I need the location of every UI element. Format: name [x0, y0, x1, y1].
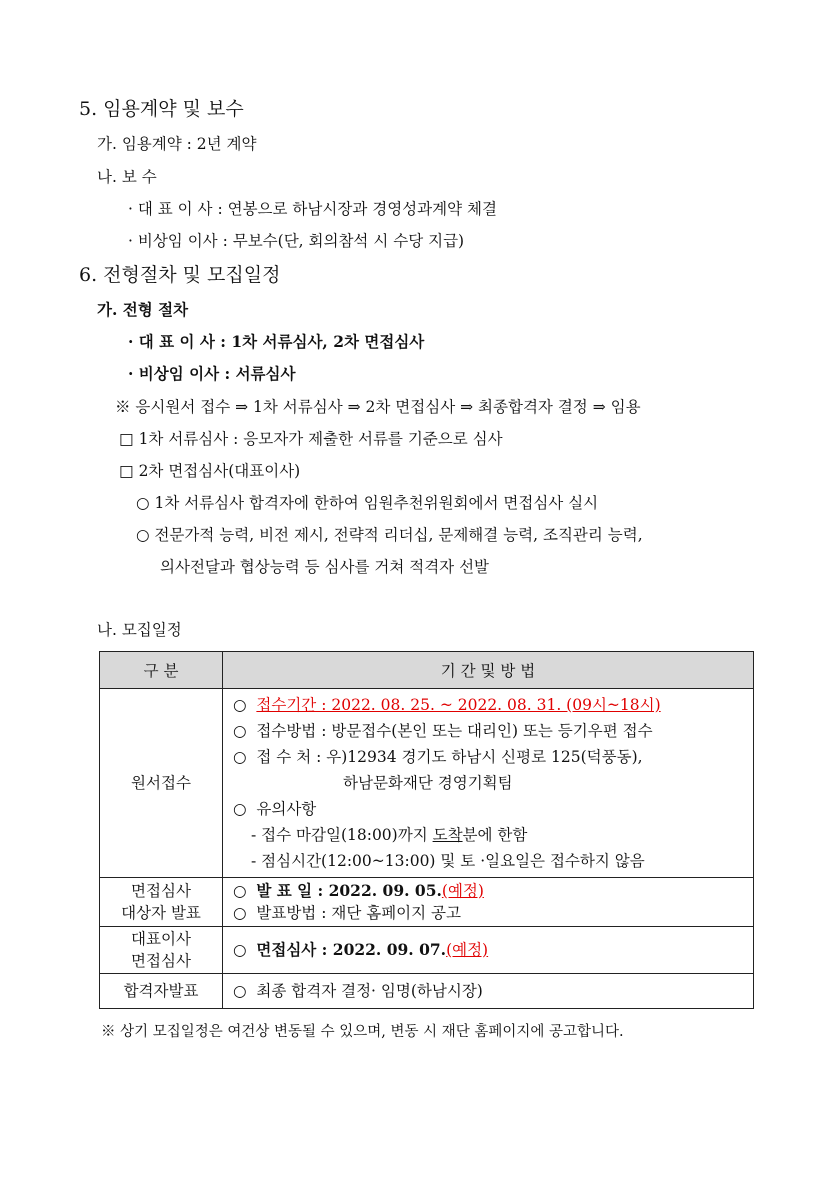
announce-date: 발 표 일 : 2022. 09. 05. — [256, 881, 442, 900]
nonexec-procedure: · 비상임 이사 : 서류심사 — [128, 364, 296, 383]
announce-tentative: (예정) — [441, 882, 484, 900]
table-row — [100, 974, 754, 1009]
bullet-icon: ○ — [233, 904, 247, 922]
row-final-category: 합격자발표 — [100, 974, 223, 1009]
bullet-icon: ○ — [233, 800, 247, 818]
contract-term: 가. 임용계약 : 2년 계약 — [97, 135, 257, 153]
second-interview: □ 2차 면접심사(대표이사) — [119, 462, 301, 480]
cat-line-1: 면접심사 — [131, 882, 191, 900]
ceo-compensation: · 대 표 이 사 : 연봉으로 하남시장과 경영성과계약 체결 — [128, 200, 497, 218]
final-appointment: 최종 합격자 결정· 임명(하남시장) — [256, 982, 483, 1000]
header-detail: 기 간 및 방 법 — [223, 652, 754, 689]
selection-procedure-heading: 가. 전형 절차 — [97, 300, 189, 319]
bullet-icon: ○ — [233, 696, 247, 714]
bullet-icon: ○ — [233, 722, 247, 740]
bullet-icon: ○ — [233, 882, 247, 900]
announce-method: 발표방법 : 재단 홈페이지 공고 — [256, 904, 461, 922]
section-6-title: 6. 전형절차 및 모집일정 — [79, 264, 281, 286]
compensation-heading: 나. 보 수 — [97, 168, 157, 186]
interview-detail-2-cont: 의사전달과 협상능력 등 심사를 거쳐 적격자 선발 — [160, 558, 490, 576]
row-application-category: 원서접수 — [100, 689, 223, 878]
cat-line-2: 면접심사 — [131, 952, 191, 970]
interview-detail-2: ○ 전문가적 능력, 비전 제시, 전략적 리더십, 문제해결 능력, 조직관리 능력, — [136, 526, 643, 544]
table-header-row — [100, 652, 754, 689]
interview-detail-1: ○ 1차 서류심사 합격자에 한하여 임원추천위원회에서 면접심사 실시 — [136, 494, 599, 512]
bullet-icon: ○ — [233, 941, 247, 959]
application-period: 접수기간 : 2022. 08. 25. ~ 2022. 08. 31. (09시~18시) — [256, 696, 661, 714]
application-method: 접수방법 : 방문접수(본인 또는 대리인) 또는 등기우편 접수 — [256, 722, 653, 740]
section-5-title: 5. 임용계약 및 보수 — [79, 98, 244, 120]
interview-date: 면접심사 : 2022. 09. 07. — [256, 940, 447, 959]
row-announcement-category — [100, 878, 223, 927]
row-final-detail — [223, 974, 754, 1009]
bullet-icon: ○ — [233, 748, 247, 766]
application-address: 접 수 처 : 우)12934 경기도 하남시 신평로 125(덕풍동), — [256, 748, 643, 766]
header-category: 구 분 — [100, 652, 223, 689]
row-announcement-detail — [223, 878, 754, 927]
schedule-heading: 나. 모집일정 — [97, 621, 182, 639]
bullet-icon: ○ — [233, 982, 247, 1000]
arrival-word: 도착 — [432, 826, 463, 844]
row-application-detail — [223, 689, 754, 878]
ceo-procedure: · 대 표 이 사 : 1차 서류심사, 2차 면접심사 — [128, 332, 425, 351]
deadline-note: - 접수 마감일(18:00)까지 — [251, 826, 433, 844]
notes-heading: 유의사항 — [256, 800, 317, 818]
table-row — [100, 689, 754, 878]
footnote: ※ 상기 모집일정은 여건상 변동될 수 있으며, 변동 시 재단 홈페이지에 공고합니다. — [101, 1024, 624, 1040]
table-row — [100, 878, 754, 927]
first-screening: □ 1차 서류심사 : 응모자가 제출한 서류를 기준으로 심사 — [119, 430, 503, 448]
procedure-flow: ※ 응시원서 접수 ⇒ 1차 서류심사 ⇒ 2차 면접심사 ⇒ 최종합격자 결정 ⇒ 임용 — [115, 398, 641, 416]
interview-tentative: (예정) — [446, 941, 489, 959]
cat-line-1: 대표이사 — [131, 930, 191, 948]
row-interview-detail — [223, 927, 754, 974]
row-interview-category — [100, 927, 223, 974]
deadline-note-end: 분에 한함 — [462, 826, 528, 844]
lunch-note: - 점심시간(12:00~13:00) 및 토 ·일요일은 접수하지 않음 — [251, 852, 645, 870]
schedule-table — [99, 651, 754, 1009]
application-office: 하남문화재단 경영기획팀 — [343, 774, 513, 792]
cat-line-2: 대상자 발표 — [121, 904, 201, 922]
table-row — [100, 927, 754, 974]
nonexec-compensation: · 비상임 이사 : 무보수(단, 회의참석 시 수당 지급) — [128, 232, 465, 250]
